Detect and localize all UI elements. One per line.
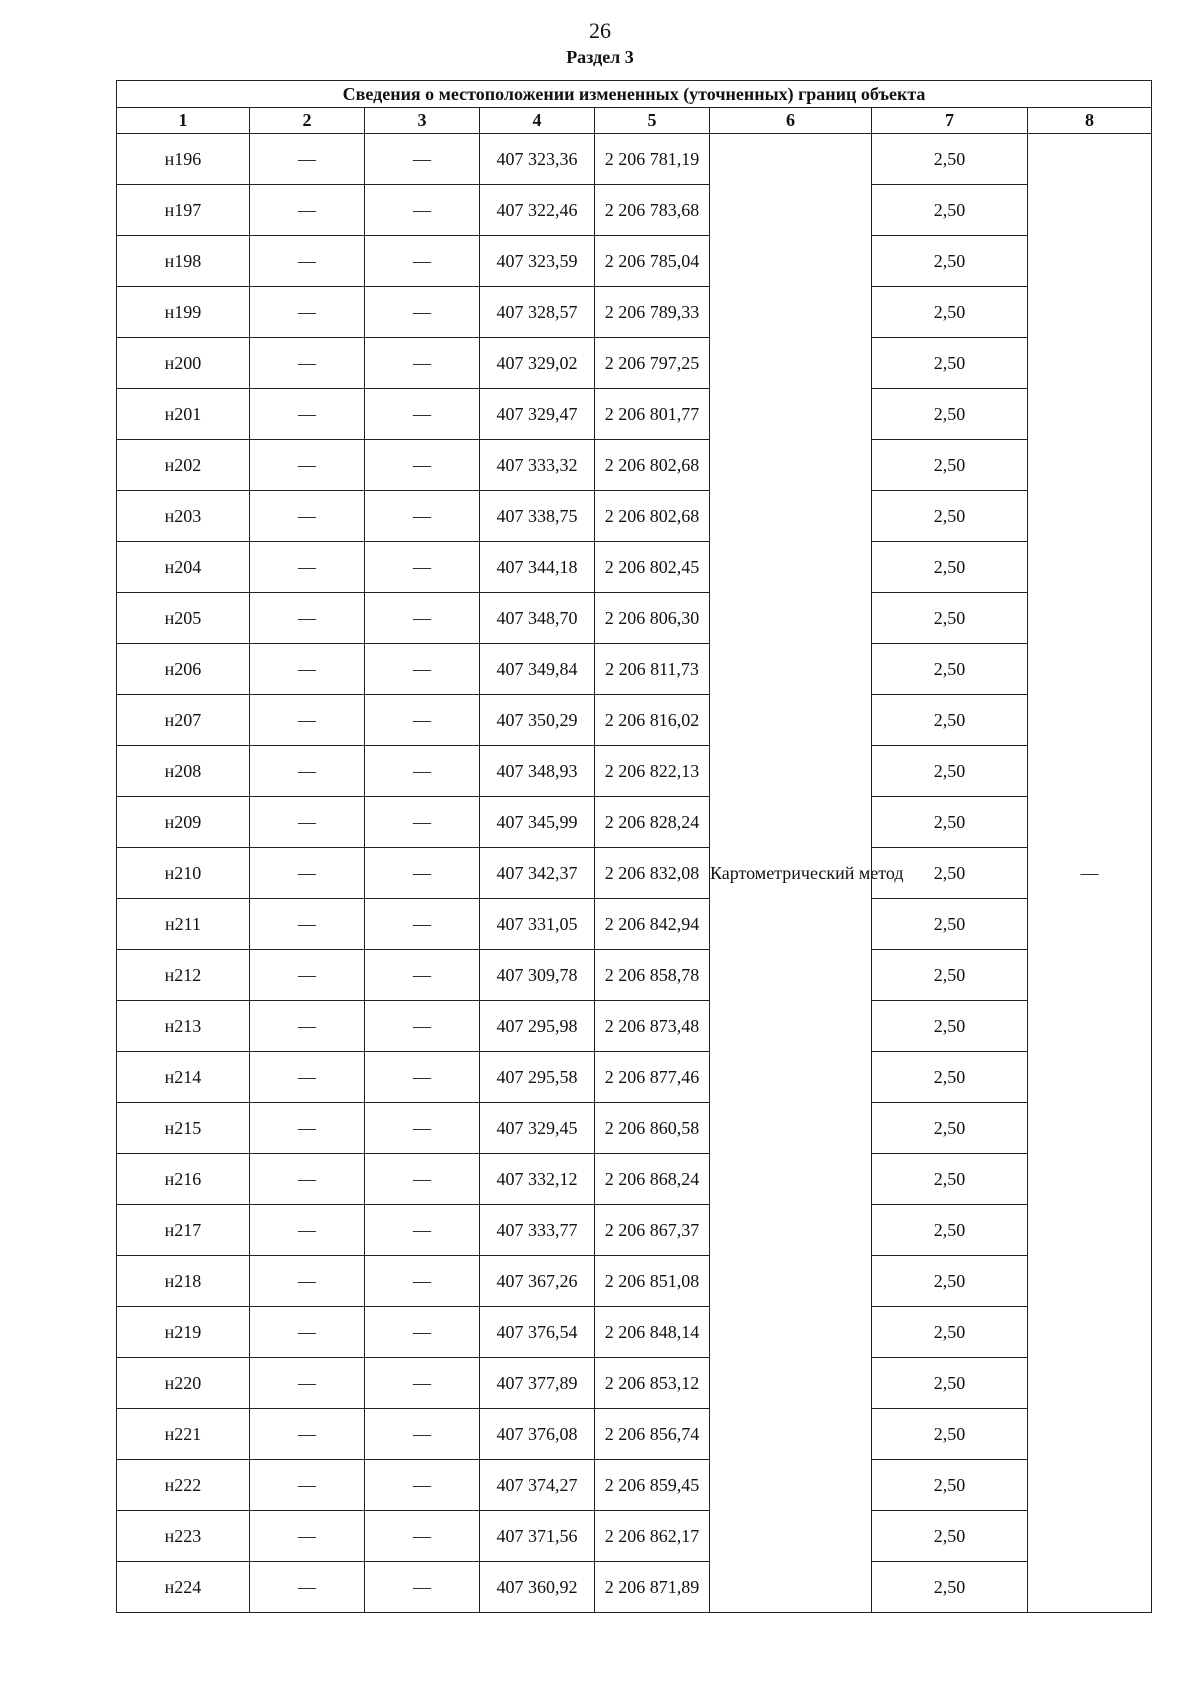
table-row bbox=[117, 287, 1152, 338]
x-coordinate-cell: 407 348,70 bbox=[480, 593, 595, 644]
accuracy-cell: 2,50 bbox=[872, 899, 1028, 950]
table-row bbox=[117, 491, 1152, 542]
table-row bbox=[117, 1052, 1152, 1103]
x-coordinate-cell: 407 342,37 bbox=[480, 848, 595, 899]
accuracy-cell: 2,50 bbox=[872, 1307, 1028, 1358]
y-coordinate-cell: 2 206 867,37 bbox=[595, 1205, 710, 1256]
point-cell: н202 bbox=[117, 440, 250, 491]
accuracy-cell: 2,50 bbox=[872, 1001, 1028, 1052]
table-row bbox=[117, 644, 1152, 695]
x-coordinate-cell: 407 376,08 bbox=[480, 1409, 595, 1460]
table-row bbox=[117, 797, 1152, 848]
x-coordinate-cell: 407 338,75 bbox=[480, 491, 595, 542]
accuracy-cell: 2,50 bbox=[872, 1052, 1028, 1103]
x-coordinate-cell: 407 350,29 bbox=[480, 695, 595, 746]
x-coordinate-cell: 407 332,12 bbox=[480, 1154, 595, 1205]
section-title: Раздел 3 bbox=[566, 47, 634, 67]
col2-cell: — bbox=[250, 389, 365, 440]
column-number-row bbox=[117, 108, 1152, 134]
table-row bbox=[117, 389, 1152, 440]
y-coordinate-cell: 2 206 832,08 bbox=[595, 848, 710, 899]
y-coordinate-cell: 2 206 859,45 bbox=[595, 1460, 710, 1511]
col2-cell: — bbox=[250, 1562, 365, 1613]
col2-cell: — bbox=[250, 1103, 365, 1154]
accuracy-cell: 2,50 bbox=[872, 848, 1028, 899]
col3-cell: — bbox=[365, 695, 480, 746]
y-coordinate-cell: 2 206 873,48 bbox=[595, 1001, 710, 1052]
point-cell: н206 bbox=[117, 644, 250, 695]
col3-cell: — bbox=[365, 1307, 480, 1358]
col3-cell: — bbox=[365, 1511, 480, 1562]
table-row bbox=[117, 134, 1152, 185]
x-coordinate-cell: 407 377,89 bbox=[480, 1358, 595, 1409]
point-cell: н212 bbox=[117, 950, 250, 1001]
point-cell: н224 bbox=[117, 1562, 250, 1613]
point-cell: н208 bbox=[117, 746, 250, 797]
point-cell: н214 bbox=[117, 1052, 250, 1103]
table-row bbox=[117, 542, 1152, 593]
y-coordinate-cell: 2 206 858,78 bbox=[595, 950, 710, 1001]
point-cell: н219 bbox=[117, 1307, 250, 1358]
point-cell: н217 bbox=[117, 1205, 250, 1256]
point-cell: н222 bbox=[117, 1460, 250, 1511]
col2-cell: — bbox=[250, 695, 365, 746]
column-number-8: 8 bbox=[1028, 108, 1152, 134]
table-row bbox=[117, 1154, 1152, 1205]
x-coordinate-cell: 407 309,78 bbox=[480, 950, 595, 1001]
column-number-3: 3 bbox=[365, 108, 480, 134]
col2-cell: — bbox=[250, 797, 365, 848]
point-cell: н201 bbox=[117, 389, 250, 440]
point-cell: н211 bbox=[117, 899, 250, 950]
point-cell: н218 bbox=[117, 1256, 250, 1307]
accuracy-cell: 2,50 bbox=[872, 1103, 1028, 1154]
accuracy-cell: 2,50 bbox=[872, 950, 1028, 1001]
table-row bbox=[117, 1307, 1152, 1358]
col3-cell: — bbox=[365, 185, 480, 236]
col2-cell: — bbox=[250, 848, 365, 899]
col3-cell: — bbox=[365, 797, 480, 848]
y-coordinate-cell: 2 206 848,14 bbox=[595, 1307, 710, 1358]
table-row bbox=[117, 746, 1152, 797]
point-cell: н196 bbox=[117, 134, 250, 185]
y-coordinate-cell: 2 206 851,08 bbox=[595, 1256, 710, 1307]
table-row bbox=[117, 1001, 1152, 1052]
y-coordinate-cell: 2 206 862,17 bbox=[595, 1511, 710, 1562]
col3-cell: — bbox=[365, 542, 480, 593]
col2-cell: — bbox=[250, 746, 365, 797]
y-coordinate-cell: 2 206 783,68 bbox=[595, 185, 710, 236]
y-coordinate-cell: 2 206 781,19 bbox=[595, 134, 710, 185]
point-cell: н220 bbox=[117, 1358, 250, 1409]
col3-cell: — bbox=[365, 491, 480, 542]
point-cell: н210 bbox=[117, 848, 250, 899]
point-cell: н213 bbox=[117, 1001, 250, 1052]
col3-cell: — bbox=[365, 236, 480, 287]
accuracy-cell: 2,50 bbox=[872, 1562, 1028, 1613]
col2-cell: — bbox=[250, 1154, 365, 1205]
x-coordinate-cell: 407 345,99 bbox=[480, 797, 595, 848]
col3-cell: — bbox=[365, 287, 480, 338]
col3-cell: — bbox=[365, 389, 480, 440]
accuracy-cell: 2,50 bbox=[872, 440, 1028, 491]
col2-cell: — bbox=[250, 1205, 365, 1256]
column-number-2: 2 bbox=[250, 108, 365, 134]
point-cell: н209 bbox=[117, 797, 250, 848]
y-coordinate-cell: 2 206 828,24 bbox=[595, 797, 710, 848]
col2-cell: — bbox=[250, 1460, 365, 1511]
col3-cell: — bbox=[365, 134, 480, 185]
table-row bbox=[117, 236, 1152, 287]
col3-cell: — bbox=[365, 1358, 480, 1409]
point-cell: н199 bbox=[117, 287, 250, 338]
y-coordinate-cell: 2 206 822,13 bbox=[595, 746, 710, 797]
table-row bbox=[117, 950, 1152, 1001]
accuracy-cell: 2,50 bbox=[872, 593, 1028, 644]
col3-cell: — bbox=[365, 593, 480, 644]
point-cell: н203 bbox=[117, 491, 250, 542]
col3-cell: — bbox=[365, 1052, 480, 1103]
table-body bbox=[117, 134, 1152, 1613]
point-cell: н198 bbox=[117, 236, 250, 287]
y-coordinate-cell: 2 206 785,04 bbox=[595, 236, 710, 287]
accuracy-cell: 2,50 bbox=[872, 1358, 1028, 1409]
col3-cell: — bbox=[365, 338, 480, 389]
accuracy-cell: 2,50 bbox=[872, 644, 1028, 695]
col3-cell: — bbox=[365, 950, 480, 1001]
col3-cell: — bbox=[365, 1205, 480, 1256]
x-coordinate-cell: 407 348,93 bbox=[480, 746, 595, 797]
col3-cell: — bbox=[365, 1562, 480, 1613]
col3-cell: — bbox=[365, 1103, 480, 1154]
accuracy-cell: 2,50 bbox=[872, 1409, 1028, 1460]
col3-cell: — bbox=[365, 1460, 480, 1511]
col2-cell: — bbox=[250, 899, 365, 950]
col2-cell: — bbox=[250, 1052, 365, 1103]
col3-cell: — bbox=[365, 899, 480, 950]
table-row bbox=[117, 440, 1152, 491]
y-coordinate-cell: 2 206 877,46 bbox=[595, 1052, 710, 1103]
accuracy-cell: 2,50 bbox=[872, 287, 1028, 338]
y-coordinate-cell: 2 206 802,45 bbox=[595, 542, 710, 593]
y-coordinate-cell: 2 206 871,89 bbox=[595, 1562, 710, 1613]
table-row bbox=[117, 1205, 1152, 1256]
table-row bbox=[117, 848, 1152, 899]
y-coordinate-cell: 2 206 802,68 bbox=[595, 491, 710, 542]
point-cell: н216 bbox=[117, 1154, 250, 1205]
accuracy-cell: 2,50 bbox=[872, 1205, 1028, 1256]
point-cell: н223 bbox=[117, 1511, 250, 1562]
x-coordinate-cell: 407 328,57 bbox=[480, 287, 595, 338]
x-coordinate-cell: 407 322,46 bbox=[480, 185, 595, 236]
page-number: 26 bbox=[589, 18, 611, 43]
accuracy-cell: 2,50 bbox=[872, 185, 1028, 236]
table-row bbox=[117, 1562, 1152, 1613]
accuracy-cell: 2,50 bbox=[872, 236, 1028, 287]
y-coordinate-cell: 2 206 811,73 bbox=[595, 644, 710, 695]
col2-cell: — bbox=[250, 1409, 365, 1460]
column-number-7: 7 bbox=[872, 108, 1028, 134]
x-coordinate-cell: 407 329,45 bbox=[480, 1103, 595, 1154]
col3-cell: — bbox=[365, 746, 480, 797]
table-row bbox=[117, 1256, 1152, 1307]
table-row bbox=[117, 338, 1152, 389]
col2-cell: — bbox=[250, 542, 365, 593]
x-coordinate-cell: 407 333,32 bbox=[480, 440, 595, 491]
col3-cell: — bbox=[365, 848, 480, 899]
col3-cell: — bbox=[365, 1154, 480, 1205]
y-coordinate-cell: 2 206 842,94 bbox=[595, 899, 710, 950]
y-coordinate-cell: 2 206 797,25 bbox=[595, 338, 710, 389]
x-coordinate-cell: 407 371,56 bbox=[480, 1511, 595, 1562]
column-number-6: 6 bbox=[710, 108, 872, 134]
point-cell: н200 bbox=[117, 338, 250, 389]
table-row bbox=[117, 593, 1152, 644]
col2-cell: — bbox=[250, 950, 365, 1001]
method-cell: Картометрический метод bbox=[710, 134, 872, 1613]
accuracy-cell: 2,50 bbox=[872, 746, 1028, 797]
x-coordinate-cell: 407 333,77 bbox=[480, 1205, 595, 1256]
point-cell: н221 bbox=[117, 1409, 250, 1460]
table-row bbox=[117, 1409, 1152, 1460]
table-row bbox=[117, 1460, 1152, 1511]
x-coordinate-cell: 407 295,58 bbox=[480, 1052, 595, 1103]
table-row bbox=[117, 899, 1152, 950]
y-coordinate-cell: 2 206 853,12 bbox=[595, 1358, 710, 1409]
x-coordinate-cell: 407 323,36 bbox=[480, 134, 595, 185]
accuracy-cell: 2,50 bbox=[872, 1256, 1028, 1307]
point-cell: н205 bbox=[117, 593, 250, 644]
accuracy-cell: 2,50 bbox=[872, 338, 1028, 389]
col2-cell: — bbox=[250, 644, 365, 695]
point-cell: н197 bbox=[117, 185, 250, 236]
point-cell: н207 bbox=[117, 695, 250, 746]
x-coordinate-cell: 407 376,54 bbox=[480, 1307, 595, 1358]
accuracy-cell: 2,50 bbox=[872, 695, 1028, 746]
col2-cell: — bbox=[250, 593, 365, 644]
accuracy-cell: 2,50 bbox=[872, 134, 1028, 185]
col3-cell: — bbox=[365, 1256, 480, 1307]
accuracy-cell: 2,50 bbox=[872, 797, 1028, 848]
col8-cell: — bbox=[1028, 134, 1152, 1613]
col2-cell: — bbox=[250, 134, 365, 185]
accuracy-cell: 2,50 bbox=[872, 1460, 1028, 1511]
table-row bbox=[117, 185, 1152, 236]
column-number-1: 1 bbox=[117, 108, 250, 134]
accuracy-cell: 2,50 bbox=[872, 1511, 1028, 1562]
table-row bbox=[117, 1358, 1152, 1409]
col2-cell: — bbox=[250, 440, 365, 491]
x-coordinate-cell: 407 367,26 bbox=[480, 1256, 595, 1307]
x-coordinate-cell: 407 323,59 bbox=[480, 236, 595, 287]
table-row bbox=[117, 1103, 1152, 1154]
point-cell: н215 bbox=[117, 1103, 250, 1154]
y-coordinate-cell: 2 206 868,24 bbox=[595, 1154, 710, 1205]
x-coordinate-cell: 407 295,98 bbox=[480, 1001, 595, 1052]
col2-cell: — bbox=[250, 491, 365, 542]
point-cell: н204 bbox=[117, 542, 250, 593]
y-coordinate-cell: 2 206 806,30 bbox=[595, 593, 710, 644]
x-coordinate-cell: 407 360,92 bbox=[480, 1562, 595, 1613]
accuracy-cell: 2,50 bbox=[872, 389, 1028, 440]
x-coordinate-cell: 407 349,84 bbox=[480, 644, 595, 695]
col2-cell: — bbox=[250, 287, 365, 338]
col2-cell: — bbox=[250, 185, 365, 236]
col2-cell: — bbox=[250, 338, 365, 389]
col3-cell: — bbox=[365, 1001, 480, 1052]
y-coordinate-cell: 2 206 860,58 bbox=[595, 1103, 710, 1154]
col2-cell: — bbox=[250, 236, 365, 287]
coordinates-table bbox=[116, 80, 1152, 1613]
x-coordinate-cell: 407 344,18 bbox=[480, 542, 595, 593]
col2-cell: — bbox=[250, 1256, 365, 1307]
col2-cell: — bbox=[250, 1511, 365, 1562]
x-coordinate-cell: 407 329,47 bbox=[480, 389, 595, 440]
y-coordinate-cell: 2 206 801,77 bbox=[595, 389, 710, 440]
y-coordinate-cell: 2 206 789,33 bbox=[595, 287, 710, 338]
x-coordinate-cell: 407 329,02 bbox=[480, 338, 595, 389]
accuracy-cell: 2,50 bbox=[872, 1154, 1028, 1205]
col3-cell: — bbox=[365, 644, 480, 695]
column-number-4: 4 bbox=[480, 108, 595, 134]
column-number-5: 5 bbox=[595, 108, 710, 134]
y-coordinate-cell: 2 206 802,68 bbox=[595, 440, 710, 491]
col2-cell: — bbox=[250, 1358, 365, 1409]
col2-cell: — bbox=[250, 1307, 365, 1358]
col2-cell: — bbox=[250, 1001, 365, 1052]
accuracy-cell: 2,50 bbox=[872, 491, 1028, 542]
col3-cell: — bbox=[365, 440, 480, 491]
x-coordinate-cell: 407 374,27 bbox=[480, 1460, 595, 1511]
x-coordinate-cell: 407 331,05 bbox=[480, 899, 595, 950]
col3-cell: — bbox=[365, 1409, 480, 1460]
y-coordinate-cell: 2 206 856,74 bbox=[595, 1409, 710, 1460]
accuracy-cell: 2,50 bbox=[872, 542, 1028, 593]
table-caption: Сведения о местоположении измененных (уточненных) границ объекта bbox=[117, 81, 1152, 108]
table-row bbox=[117, 695, 1152, 746]
y-coordinate-cell: 2 206 816,02 bbox=[595, 695, 710, 746]
table-row bbox=[117, 1511, 1152, 1562]
